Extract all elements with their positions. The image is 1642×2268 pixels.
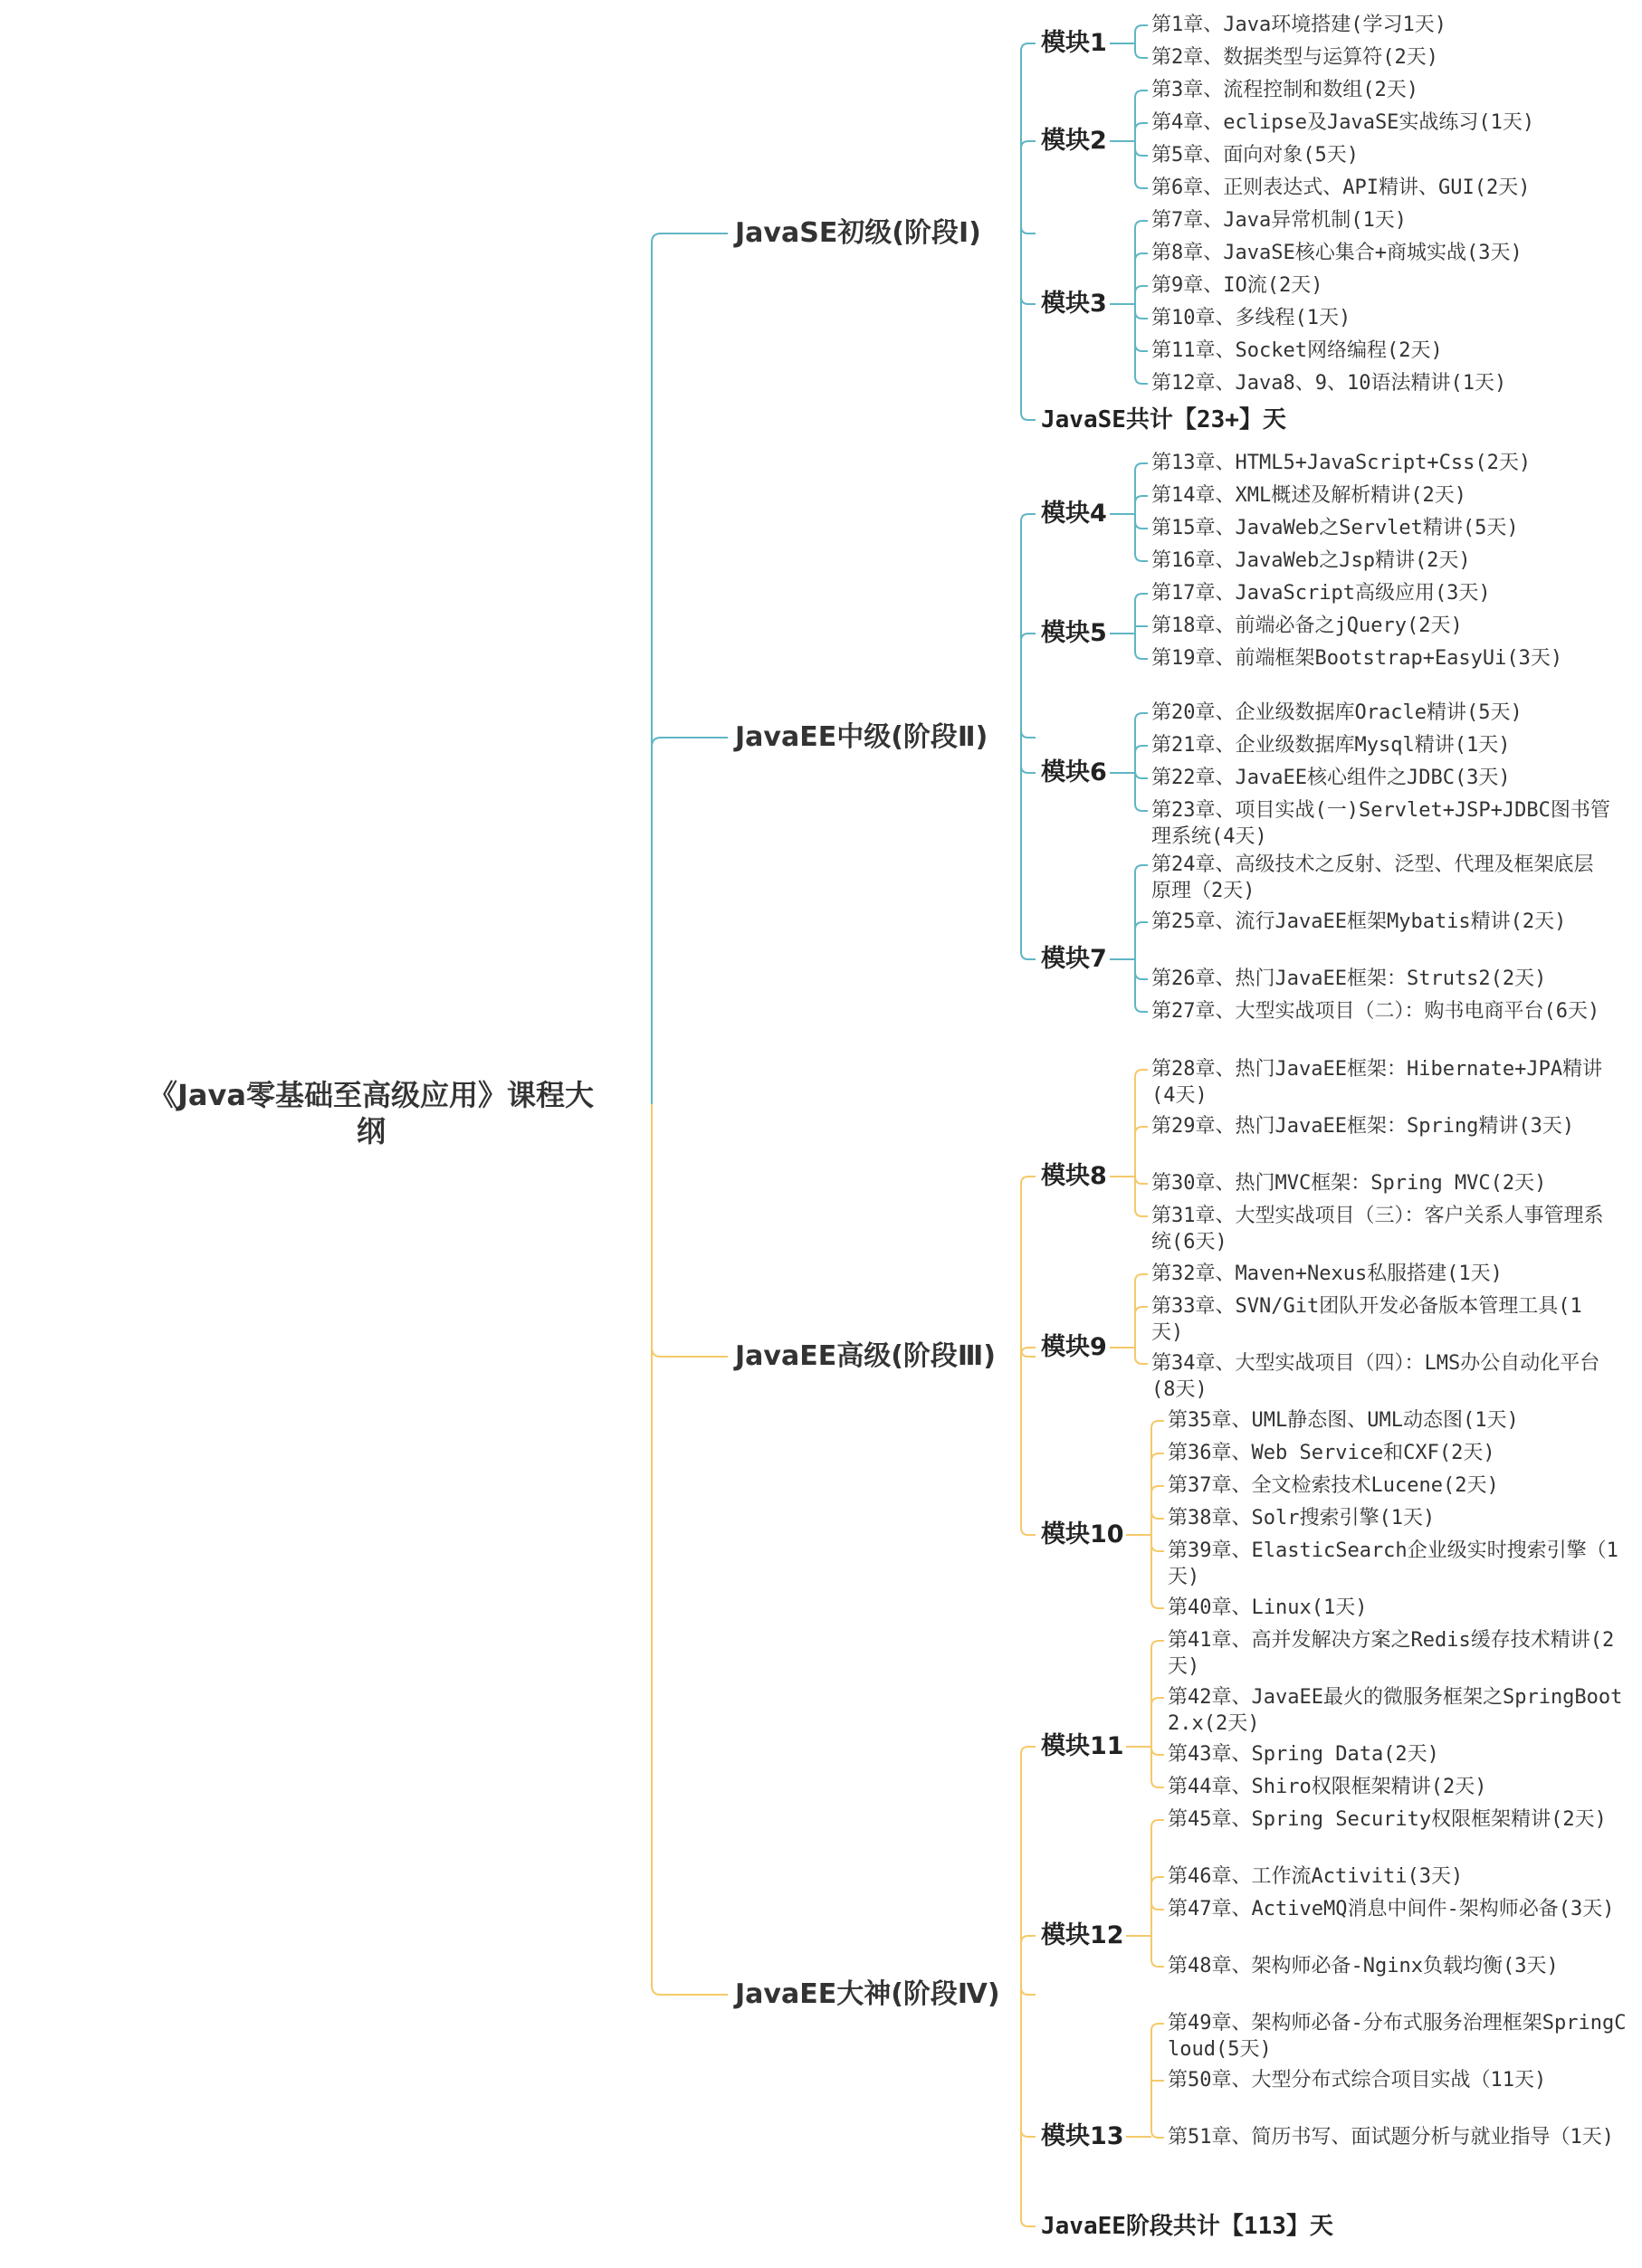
connector: [1151, 1780, 1164, 1787]
connector: [1135, 521, 1148, 529]
connector: [1135, 1274, 1148, 1282]
chapter-item: 第27章、大型实战项目（二）：购书电商平台(6天): [1151, 1000, 1600, 1023]
connector: [1135, 865, 1148, 872]
chapter-item: 第48章、架构师必备-Nginx负载均衡(3天): [1168, 1955, 1559, 1977]
chapter-item: 第26章、热门JavaEE框架：Struts2(2天): [1151, 967, 1547, 990]
chapter-item: 第49章、架构师必备-分布式服务治理框架SpringCloud(5天): [1168, 2012, 1627, 2061]
connector: [1151, 1959, 1164, 1967]
connector: [652, 1104, 728, 1995]
connector: [1021, 1349, 1036, 1357]
connector: [1135, 554, 1148, 561]
module-node: 模块10: [1041, 1520, 1124, 1549]
chapter-item: 第16章、JavaWeb之Jsp精讲(2天): [1151, 549, 1471, 572]
connector: [1135, 181, 1148, 188]
chapter-item: 第13章、HTML5+JavaScript+Css(2天): [1151, 452, 1532, 474]
module-node: 模块6: [1041, 758, 1107, 786]
connector: [1135, 1307, 1148, 1314]
chapter-item: 第37章、全文检索技术Lucene(2天): [1168, 1474, 1499, 1497]
chapter-item: 第40章、Linux(1天): [1168, 1596, 1368, 1619]
connector: [1135, 286, 1148, 293]
connector: [1135, 1177, 1148, 1184]
connector: [1021, 297, 1036, 304]
connector: [1135, 1127, 1148, 1134]
module-node: 模块1: [1041, 29, 1107, 57]
connector: [1151, 2130, 1164, 2138]
module-node: 模块13: [1041, 2122, 1124, 2150]
module-node: 模块8: [1041, 1162, 1107, 1190]
chapter-item: 第28章、热门JavaEE框架：Hibernate+JPA精讲(4天): [1151, 1058, 1603, 1107]
connector: [1151, 1453, 1164, 1461]
connector: [1021, 226, 1036, 233]
chapter-item: 第5章、面向对象(5天): [1151, 144, 1359, 167]
chapter-item: 第36章、Web Service和CXF(2天): [1168, 1442, 1495, 1464]
chapter-item: 第11章、Socket网络编程(2天): [1151, 339, 1443, 362]
chapter-item: 第8章、JavaSE核心集合+商城实战(3天): [1151, 242, 1523, 264]
connector: [1135, 91, 1148, 98]
chapter-item: 第10章、多线程(1天): [1151, 307, 1351, 329]
connector: [1021, 634, 1036, 641]
chapter-item: 第18章、前端必备之jQuery(2天): [1151, 615, 1463, 637]
chapter-item: 第50章、大型分布式综合项目实战（11天): [1168, 2069, 1547, 2092]
chapter-item: 第22章、JavaEE核心组件之JDBC(3天): [1151, 767, 1511, 789]
connector: [1021, 1177, 1036, 1184]
connector: [1021, 141, 1036, 148]
chapter-item: 第34章、大型实战项目（四）：LMS办公自动化平台(8天): [1151, 1352, 1600, 1401]
chapter-item: 第3章、流程控制和数组(2天): [1151, 79, 1418, 101]
connector: [1021, 413, 1036, 420]
connector: [1021, 43, 1036, 51]
connector: [1135, 922, 1148, 929]
module-node: 模块4: [1041, 500, 1107, 528]
connector: [1135, 746, 1148, 753]
stage-node: JavaEE高级(阶段Ⅲ): [735, 1340, 996, 1372]
stage-node: JavaSE初级(阶段Ⅰ): [735, 217, 981, 249]
connector: [1135, 972, 1148, 979]
chapter-item: 第44章、Shiro权限框架精讲(2天): [1168, 1776, 1487, 1798]
chapter-item: 第14章、XML概述及解析精讲(2天): [1151, 484, 1466, 507]
chapter-item: 第29章、热门JavaEE框架：Spring精讲(3天): [1151, 1115, 1575, 1138]
connector: [1021, 766, 1036, 773]
connector: [1135, 713, 1148, 720]
module-node: 模块3: [1041, 290, 1107, 318]
chapter-item: 第46章、工作流Activiti(3天): [1168, 1865, 1464, 1888]
chapter-item: 第4章、eclipse及JavaSE实战练习(1天): [1151, 111, 1535, 134]
chapter-item: 第30章、热门MVC框架：Spring MVC(2天): [1151, 1172, 1547, 1195]
connector: [1135, 594, 1148, 601]
connector: [1021, 1936, 1036, 1943]
connector: [1135, 51, 1148, 58]
chapter-item: 第39章、ElasticSearch企业级实时搜索引擎（1天): [1168, 1539, 1618, 1588]
stage-node: JavaEE大神(阶段Ⅳ): [735, 1978, 1000, 2010]
connector: [1021, 514, 1036, 521]
chapter-item: 第17章、JavaScript高级应用(3天): [1151, 582, 1491, 605]
connector: [1151, 1486, 1164, 1493]
chapter-item: 第38章、Solr搜索引擎(1天): [1168, 1507, 1436, 1529]
connector: [1135, 376, 1148, 384]
connector: [1151, 1877, 1164, 1884]
chapter-item: 第21章、企业级数据库Mysql精讲(1天): [1151, 734, 1511, 757]
chapter-item: 第23章、项目实战(一)Servlet+JSP+JDBC图书管理系统(4天): [1151, 799, 1610, 848]
connector: [1135, 463, 1148, 471]
connector: [1151, 1511, 1164, 1519]
connector: [1151, 1748, 1164, 1755]
connector: [1021, 730, 1036, 738]
module-node: 模块5: [1041, 619, 1107, 647]
chapter-item: 第43章、Spring Data(2天): [1168, 1743, 1439, 1766]
connector: [1135, 496, 1148, 503]
connector: [1151, 1820, 1164, 1827]
connector: [1151, 1544, 1164, 1551]
chapter-item: 第33章、SVN/Git团队开发必备版本管理工具(1天): [1151, 1295, 1582, 1344]
connector: [1135, 25, 1148, 33]
connector: [1135, 652, 1148, 659]
connector: [1135, 1070, 1148, 1077]
chapter-item: 第6章、正则表达式、API精讲、GUI(2天): [1151, 176, 1531, 199]
chapter-item: 第24章、高级技术之反射、泛型、代理及框架底层原理（2天): [1151, 853, 1594, 902]
connector: [1151, 1698, 1164, 1705]
connector: [1135, 804, 1148, 811]
connector: [1135, 1357, 1148, 1364]
connector: [1151, 1641, 1164, 1648]
connector: [652, 1104, 728, 1357]
module-node: 模块7: [1041, 945, 1107, 973]
connector: [1151, 2024, 1164, 2031]
stage-total: JavaSE共计【23+】天: [1041, 406, 1286, 434]
connector: [1021, 1987, 1036, 1995]
chapter-item: 第15章、JavaWeb之Servlet精讲(5天): [1151, 517, 1519, 539]
connector: [1135, 253, 1148, 261]
chapter-item: 第1章、Java环境搭建(学习1天): [1151, 14, 1446, 36]
chapter-item: 第32章、Maven+Nexus私服搭建(1天): [1151, 1263, 1503, 1285]
connector: [1135, 311, 1148, 319]
module-node: 模块9: [1041, 1333, 1107, 1361]
stage-node: JavaEE中级(阶段Ⅱ): [735, 721, 988, 753]
connector: [1151, 1421, 1164, 1428]
connector: [1135, 148, 1148, 156]
module-node: 模块2: [1041, 127, 1107, 155]
connector: [1151, 1601, 1164, 1608]
connector: [652, 233, 728, 1104]
chapter-item: 第20章、企业级数据库Oracle精讲(5天): [1151, 701, 1523, 724]
connector: [1151, 1902, 1164, 1910]
chapter-item: 第47章、ActiveMQ消息中间件-架构师必备(3天): [1168, 1898, 1615, 1920]
chapter-item: 第31章、大型实战项目（三）：客户关系人事管理系统(6天): [1151, 1205, 1604, 1253]
root-title: 《Java零基础至高级应用》课程大纲: [148, 1078, 594, 1148]
chapter-item: 第19章、前端框架Bootstrap+EasyUi(3天): [1151, 647, 1563, 670]
connector: [1021, 1747, 1036, 1754]
chapter-item: 第51章、简历书写、面试题分析与就业指导（1天): [1168, 2126, 1614, 2149]
connector: [1021, 2130, 1036, 2137]
connector: [1021, 2219, 1036, 2226]
stage-total: JavaEE阶段共计【113】天: [1041, 2213, 1333, 2240]
chapter-item: 第2章、数据类型与运算符(2天): [1151, 46, 1438, 69]
chapter-item: 第12章、Java8、9、10语法精讲(1天): [1151, 372, 1507, 395]
chapter-item: 第42章、JavaEE最火的微服务框架之SpringBoot2.x(2天): [1168, 1686, 1623, 1735]
connector: [1135, 344, 1148, 351]
connector: [1135, 1005, 1148, 1012]
chapter-item: 第41章、高并发解决方案之Redis缓存技术精讲(2天): [1168, 1629, 1615, 1678]
connector: [1135, 1209, 1148, 1216]
module-node: 模块12: [1041, 1921, 1124, 1949]
connector: [1021, 1528, 1036, 1535]
chapter-item: 第9章、IO流(2天): [1151, 274, 1323, 297]
connector: [1021, 1348, 1036, 1355]
chapter-item: 第7章、Java异常机制(1天): [1151, 209, 1407, 232]
chapter-item: 第45章、Spring Security权限框架精讲(2天): [1168, 1808, 1607, 1831]
connector: [1135, 221, 1148, 228]
connector: [1135, 123, 1148, 130]
module-node: 模块11: [1041, 1732, 1124, 1760]
connector: [652, 738, 728, 1104]
chapter-item: 第35章、UML静态图、UML动态图(1天): [1168, 1409, 1519, 1432]
connector: [1135, 771, 1148, 778]
connector: [1021, 952, 1036, 959]
chapter-item: 第25章、流行JavaEE框架Mybatis精讲(2天): [1151, 910, 1567, 933]
